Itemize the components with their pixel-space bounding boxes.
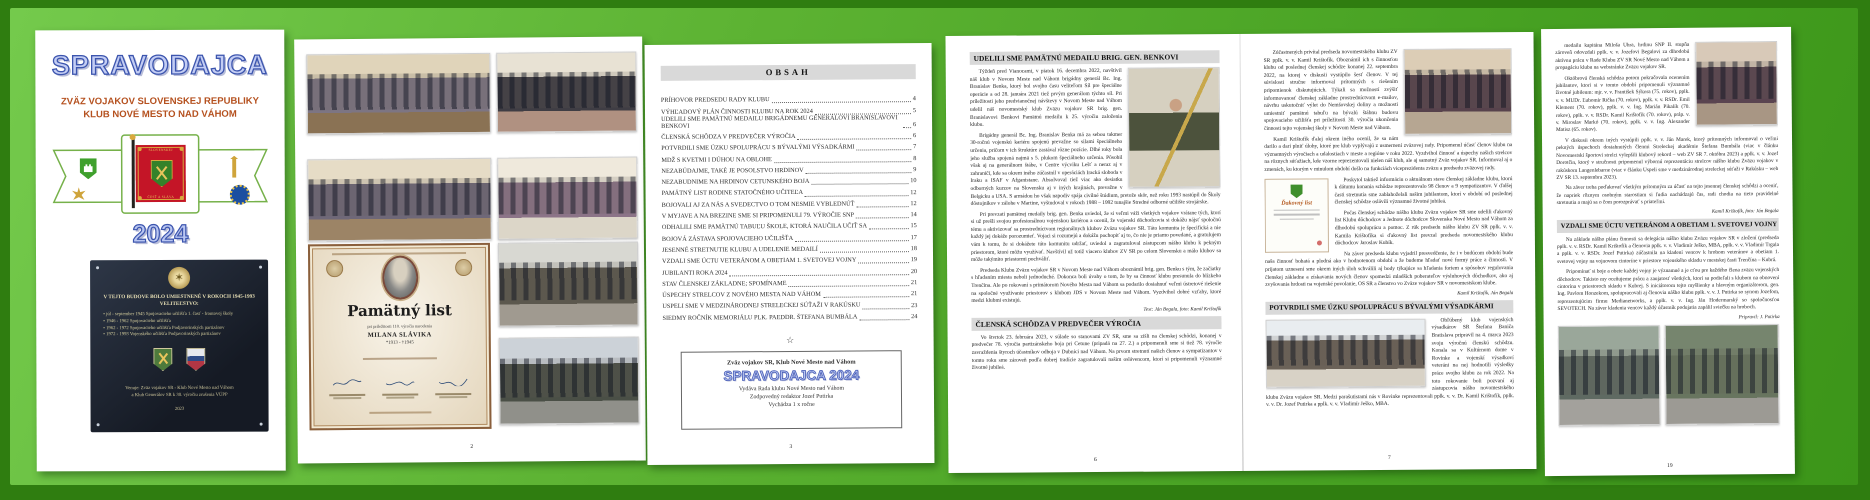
- toc-entry-title: STAV ČLENSKEJ ZÁKLADNE; SPOMÍNAME: [662, 279, 787, 288]
- flag-motto-text: ČESŤ A SLÁVA: [147, 194, 175, 200]
- toc-entry-title: JESENNÉ STRETNUTIE KLUBU A UDELENIE MEDAILÍ: [661, 245, 818, 254]
- headline-schodza: ČLENSKÁ SCHÔDZA V PREDVEČER VÝROČIA: [971, 316, 1221, 331]
- toc-entry: [662, 286, 917, 299]
- toc-leader-dots: [789, 280, 909, 287]
- toc-entry-page: 7: [913, 143, 917, 151]
- toc-entry-page: 9: [913, 166, 917, 174]
- toc-leader-dots: [862, 303, 909, 309]
- club-battle-flag: [136, 145, 186, 202]
- toc-entry: [662, 207, 917, 220]
- plaque-history-line: • 1962 - 1972 Spojovacieho učilišťa Podjavorinských partizánov: [103, 325, 225, 331]
- imprint-box: [681, 350, 903, 430]
- toc-entry-page: 12: [910, 199, 917, 208]
- toc-leader-dots: [859, 314, 909, 320]
- photo-club-meeting: [306, 53, 491, 135]
- photo-three-men-table: [1265, 319, 1425, 388]
- plaque-history-lines: [103, 312, 233, 340]
- flag-finial: [130, 134, 136, 140]
- toc-leader-dots: [858, 258, 908, 264]
- star-icon: ☆: [786, 334, 795, 346]
- article-spread-6-7[interactable]: [945, 32, 1536, 473]
- toc-entry: [661, 150, 916, 163]
- certificate-divider: [363, 357, 437, 360]
- plaque-year: 2023: [174, 406, 185, 412]
- screw-icon: [97, 423, 100, 426]
- toc-leader-dots: [856, 212, 908, 218]
- article-body: [1557, 235, 1780, 314]
- headline-veterani: VZDALI SME ÚCTU VETERÁNOM A OBETIAM 1. SVETOVEJ VOJNY: [1557, 218, 1779, 233]
- toc-entry: [661, 139, 916, 152]
- body-paragraph: Na základe nášho plánu činnosti sa delegácia nášho klubu Zväzu vojakov SR v zložení (predseda pplk. v. v. RSDr. Kamil Krištofík a členovia pplk. v. v. Vladimír Ješko, MBA, pplk. v. v. Vladimír Trgala a pplk. v. v. RSDr. Jozef Putirka) zúčastnila na kladení vencov k hrobom veteránov a obetiam 1. svetovej vojny na vojnovom cintoríne v priestore vojenského skladu v mestskej časti Trenčína – Kubrá.: [1556, 234, 1780, 265]
- toc-entry-title: SIEDMY ROČNÍK MEMORIÁLU PLK. PAEDDR. ŠTEFANA BUMBÁLA: [662, 313, 858, 322]
- seal-icon: [326, 260, 343, 277]
- byline: Text: Ján Begala, foto: Kamil Krištofík: [1143, 306, 1222, 313]
- tricolor-shield-icon: [186, 348, 205, 371]
- plaque-history-line: • 1972 - 1993 Vojenského učilišťa Podjavorinských partizánov: [103, 332, 221, 338]
- toc-entry-title: ODHALILI SME PAMÄTNÚ TABUĽU ŠKOLE, KTORÁ NAUČILA UČIŤ SA: [661, 222, 868, 232]
- photo-congratulation: [307, 158, 492, 242]
- screw-icon: [96, 266, 99, 269]
- certificate-footer-line: [369, 411, 431, 414]
- byline: Pripravil: J. Putirka: [1738, 314, 1780, 320]
- toc-entry: [662, 196, 917, 209]
- toc-entry-title: UDELILI SME PAMÄTNÚ MEDAILU BRIGÁDNEMU GENERÁLOVI BRANISLAVOVI BENKOVI: [661, 113, 898, 130]
- plaque-history-line: • 1946 - 1962 Spojovacieho učilišťa: [103, 318, 171, 324]
- dakovny-list-certificate: [1264, 178, 1329, 252]
- toc-leader-dots: [820, 246, 909, 253]
- photo-crowd-tables: [1404, 48, 1513, 135]
- toc-entry-page: 6: [912, 132, 917, 140]
- certificate-name: MILANA SLÁVIKA: [367, 331, 432, 339]
- toc-entry-title: ČLENSKÁ SCHÔDZA V PREDVEČER VÝROČIA: [661, 132, 796, 141]
- toc-entry-page: 18: [910, 245, 917, 253]
- green-shield-icon: [153, 348, 172, 371]
- toc-entry: [662, 218, 917, 231]
- body-paragraph: Počas členskej schôdze nášho klubu Zväzu vojakov SR sme udelili ďakovný list Klubu dôchodcov a Jednote dôchodcov Slovenska Nové Mesto nad Váhom za dlhodobú spoluprácu a pomoc. Z rúk predsedu nášho klubu ZV SR pplk. v. v. Kamila Krištofíka si ďakovný list prevzal predseda novomestského klubu dôchodcov Jaroslav Kubík.: [1334, 208, 1513, 247]
- body-paragraph: V diskusii okrem iných vystúpili pplk. v. v. Ján Marek, ktorý prítomných informoval o veľmi pekných úspechoch dosiahnutých členmi Streleckej akadémie Štefana Bumbála (viac v článku Novomestskí športoví strelci vylepšili klubový rekord – web ZV SR 7. októbra 2023) a pplk. v. v. Jozef Dorotčin, ktorý v stručnosti pripomenul výbornú reprezentáciu strelcov nášho klubu Zväzu vojakov v rakúskom Langenlebarne (viac v článku Uspeli sme v medzinárodnej streleckej súťaži v Rakúsku – web ZV SR 13. septembra 2023).: [1556, 135, 1779, 181]
- photo-veterans-pair: [1558, 325, 1661, 426]
- toc-entry: [662, 230, 917, 243]
- table-of-contents: [661, 91, 918, 322]
- contents-heading: OBSAH: [661, 64, 916, 81]
- toc-entry-title: VÝHĽADOVÝ PLÁN ČINNOSTI KLUBU NA ROK 2024: [660, 107, 813, 116]
- body-paragraph: Kamil Krištofík ďalej okrem iného ocenil, že sa nám darilo a darí plniť úlohy, ktoré pre klub vyplývajú z usmernení zväzovej rady. Pripomenul účasť členov klubu na významných výročiach a udalostiach v meste a regióne v roku 2022. Vyzdvihol činnosť a úspechy našich strelcov na rôznych súťažiach, kde vzorne reprezentovali nielen náš klub, ale aj samotný Zväz vojakov SR. Informoval aj o zmenách, ku ktorým v minulom období došlo na funkciách viceprezidenta zväzu a predsedu zväzovej rady.: [1264, 135, 1513, 173]
- cover-subtitle-line2: KLUB NOVÉ MESTO NAD VÁHOM: [83, 108, 237, 121]
- castle-icon: [84, 162, 93, 172]
- page-fold: [1239, 34, 1243, 471]
- toc-leader-dots: [903, 122, 911, 128]
- body-paragraph: Predseda Klubu Zväzu vojakov SR v Novom Meste nad Váhom oboznámil brig. gen. Benku s tým, že začiatky s hľadaním miesta neboli jednoduché. Dokonca boli úvahy o tom, že by sa činnosť klubu presunula do blízkeho Trenčína. Ale po rokovaní s primátorom Nového Mesta nad Váhom sa podarilo dosiahnuť veľmi ústretové riešenie na spoločné využívanie priestorov s klubom JDS v Novom Meste nad Váhom. Vyzdvihol dobré vzťahy, ktoré medzi klubmi existujú.: [971, 265, 1222, 305]
- body-paragraph: Na záver predseda klubu vyjadril presvedčenie, že i v budúcom období bude naša činnosť bohatá a plodná ako v hodnotenom období a že budeme hľadať nové formy práce a činnosti. V prijatom uznesení sme okrem iných úloh schválili aj body týkajúce sa hľadania foriem a spôsobov regulovania členskej základne a získavania nových členov spomedzi mladších poberateľov výsluhových dôchodkov, ako aj zvyšovania hrdosti na vojenské povolanie, OS SR a členstvo vo Zväze vojakov SR v novomestskom klube.: [1265, 249, 1514, 289]
- toc-entry: [661, 114, 916, 130]
- toc-entry-title: V MYJAVE A NA BREZINE SME SI PRIPOMENULI 79. VÝROČIE SNP: [661, 211, 855, 220]
- toc-leader-dots: [798, 133, 912, 140]
- page-number: 2: [470, 443, 474, 451]
- eu-stars-icon: [230, 185, 250, 205]
- signature-block: [378, 373, 422, 398]
- page-number: 6: [1094, 457, 1097, 464]
- plaque-shields: [90, 348, 268, 372]
- imprint-line4: Vychádza 1 x ročne: [768, 401, 815, 408]
- toc-leader-dots: [823, 291, 909, 298]
- toc-entry-page: 19: [910, 256, 918, 264]
- page-19-content: [1555, 41, 1781, 461]
- toc-entry-page: 8: [913, 154, 917, 162]
- memorial-plaque: [90, 260, 269, 433]
- toc-entry: [661, 162, 916, 175]
- photo-collage-page[interactable]: [294, 36, 646, 463]
- toc-entry-page: 17: [910, 233, 917, 241]
- article-page-19[interactable]: [1541, 27, 1795, 476]
- certificate-title: Pamätný list: [347, 301, 452, 321]
- plaque-title-line1: V TEJTO BUDOVE BOLO UMIESTNENÉ V ROKOCH 1945-1993: [103, 293, 255, 301]
- plaque-dedication-line1: Venuje: Zväz vojakov SR - Klub Nové Mesto nad Váhom: [125, 385, 234, 392]
- flag-pole: [132, 138, 135, 208]
- toc-entry-title: MDŽ S KVETMI I DÚHOU NA OBLOHE: [661, 155, 772, 164]
- cover-subtitle-line1: ZVÄZ VOJAKOV SLOVENSKEJ REPUBLIKY: [60, 95, 259, 108]
- toc-leader-dots: [795, 235, 909, 242]
- certificate-text-line: [1274, 213, 1320, 215]
- screw-icon: [260, 423, 263, 426]
- toc-entry-page: 14: [910, 211, 917, 219]
- toc-entry-title: USPELI SME V MEDZINÁRODNEJ STRELECKEJ SÚŤAŽI V RAKÚSKU: [662, 301, 861, 311]
- toc-leader-dots: [811, 178, 908, 185]
- toc-entry: [662, 241, 917, 254]
- certificate-text-line: [1274, 209, 1320, 211]
- certificate-dates: *1913 - †1945: [385, 340, 414, 346]
- toc-entry: [662, 252, 917, 265]
- seal-icon: [455, 259, 472, 276]
- signatures-row: [325, 373, 475, 399]
- toc-entry-page: 5: [912, 106, 917, 114]
- toc-entry-title: VZDALI SME ÚCTU VETERÁNOM A OBETIAM 1. SVETOVEJ VOJNY: [662, 256, 857, 266]
- contents-page[interactable]: [645, 43, 935, 465]
- toc-leader-dots: [806, 167, 912, 174]
- certificate-subtitle: pri príležitosti 110. výročia narodenia: [367, 323, 432, 329]
- body-paragraph: Obľúbený klub vojenských výsadkárov SR Štefana Baniča Bratislava pripravil na 4. marca 2023 svoju výročnú členskú schôdzu. Konala sa v Kultúrnom dome v Rovinke a vojenskí výsadkoví veteráni na nej hodnotili výsledky práce svojho klubu za rok 2022. Na toto rokovanie boli pozvaní aj zástupcovia nášho novomestského klubu Zväzu vojakov SR. Medzi parašutistami nás v Rovinke reprezentovali pplk. v. v. Dr. Kamil Krištofík, pplk. v. v. Dr. Jozef Putirka a pplk. v. v. Vladimír Ješko, MBA.: [1265, 316, 1515, 409]
- toc-leader-dots: [772, 96, 911, 103]
- photo-row: [1558, 324, 1781, 426]
- body-paragraph: Pri prevzatí pamätnej medaily brig. gen. Benka uviedol, že si veľmi váži všetkých vojakov vrátane tých, ktorí si už prešli svojou profesionálnou vojenskou kariérou a ocenil, že vojenskí dôchodcovia si dokážu nájsť spoločnú tému a aktivizovať sa prostredníctvom regionálnych klubov Zväzu vojakov SR. Táto komunita je špecifická a nie každý jej dokáže porozumieť. Vojaci si rozumejú a dokážu pochopiť aj to, čo nie je priamo povedané, a gratulujem vám k tomu, že si dokážete túto komunitu udržať, uviedol a zagratuloval zástupcom nášho klubu k pekným priestorom, ktoré môžu využívať. Navštívil už totiž viacero klubov ZV SR po celom Slovensku a málo klubov sa môže takýmito priestormi pochváliť.: [970, 209, 1222, 264]
- toc-entry-title: PRÍHOVOR PREDSEDU RADY KLUBU: [660, 96, 770, 105]
- toc-entry: [662, 263, 917, 276]
- toc-entry: [661, 173, 916, 186]
- toc-entry-title: BOJOVÁ ZÁSTAVA SPOJOVACIEHO UČILIŠŤA: [661, 234, 794, 243]
- military-emblem-icon: ✶: [168, 267, 190, 289]
- flag-top-text: SLOVENSKEJ: [148, 147, 173, 153]
- toc-leader-dots: [805, 190, 908, 197]
- photo-audience-members: [497, 157, 638, 240]
- photo-flower-presentation: [496, 52, 637, 133]
- byline: Kamil Krištofík, foto: Ján Begala: [1711, 208, 1779, 215]
- toc-entry-title: JUBILANTI ROKA 2024: [662, 268, 728, 277]
- toc-leader-dots: [869, 224, 908, 230]
- toc-entry-page: 4: [912, 95, 916, 103]
- toc-entry-page: 12: [910, 188, 917, 196]
- article-page-7: [1264, 48, 1515, 448]
- plaque-title-line2: VELITEĽSTVO:: [159, 300, 199, 307]
- club-shield-icon: [1291, 184, 1303, 198]
- body-paragraph: Na záver treba poďakovať všetkým prítomným za účasť na tejto jesennej členskej schôdzi a oceniť, že napriek rôznym osobným starostiam si ľudia nachádzajú čas, radi chodia na tieto pravidelné stretnutia a majú sa o čom porozprávať s priateľmi.: [1556, 183, 1779, 207]
- toc-entry-title: ÚSPECHY STRELCOV Z NOVÉHO MESTA NAD VÁHOM: [662, 290, 821, 300]
- body-paragraph: Októbrová členská schôdza potom pokračovala ocenením jubilantov, ktorí si v tomto období pripomenuli významné životné jubileum: mjr. v. v. František Sýkora (75. rokov), pplk. v. v. MUDr. Ľubomír Rička (70. rokov), pplk. v. v. RSDr. Emil Klement (70. rokov), pplk. v. v. Ing. Marián Pikalík (70. rokov), pplk. v. v. RSDr. Kamil Krištofík (70. rokov), práp. v. v. Miroslav Markó (70. rokov), pplk. v. v. Ing. Alexander Matisz (65. rokov).: [1555, 74, 1690, 134]
- page-number: 7: [1388, 454, 1391, 461]
- plaque-title: [90, 294, 268, 308]
- body-paragraph: Brigádny generál Bc. Ing. Branislav Benka má za sebou takmer 30-ročnú vojenskú kariéru spojenú prevažne so silami špeciálneho určenia, pričom v ich štruktúre zastával rôzne pozície. Dlhé roky bola jeho služba spojená najmä s 5. plukom špeciálneho určenia. Pôsobil však aj na generálnom štábe, v Centre výcviku Lešť a neraz aj v zahraničí, kde sa okrem iného zúčastnil v operáciách Iracká sloboda v Iraku a ISAF v Afganistane. Absolvoval tiež viac ako desiatku odborných kurzov na Slovensku aj v iných krajinách, prevažne v Belgicku a USA. S armádou ho však napodiv spája civilné štúdium, pretože skôr, než roku 1993 nastúpil do Školy dôstojníkov v zálohe v Martine, vyštudoval v rokoch 1988 – 1992 tunajšie Stredné odborné učilište strojárske.: [970, 131, 1221, 207]
- imprint-details: [682, 385, 901, 410]
- toc-leader-dots: [774, 156, 911, 163]
- toc-entry-page: 20: [910, 267, 918, 275]
- flag-shield-icon: [151, 160, 173, 187]
- toc-entry-page: 21: [910, 290, 918, 298]
- toc-entry-page: 23: [911, 301, 918, 309]
- imprint-title: SPRAVODAJCA 2024: [723, 367, 860, 384]
- toc-leader-dots: [856, 145, 911, 151]
- toc-entry: [662, 297, 917, 310]
- byline: Kamil Krištofík, Ján Begala: [1457, 290, 1514, 297]
- toc-entry-title: NEZABÚDAJME, TAKÉ JE POSOLSTVO HRDINOV: [661, 166, 804, 175]
- body-paragraph: Vo štvrtok 23. februára 2023, v súlade so stanovami ZV SR, sme sa zišli na členskej schôdzi, konanej v predvečer 78. výročia partizánskeho boja pri Cetune (pripadá na 27. 2.) a pripomenuli sme si tiež 78. výročie zavraždenia štyroch účastníkov odboja v Dubnici nad Váhom. Na prvom stretnutí našich členov a sympatizantov v tomto roku sme zároveň podľa dobrej tradície zagratulovali našim oslávencom, ktorí si pripomenuli významné životné jubileá.: [971, 332, 1222, 372]
- plaque-dedication: [90, 386, 268, 400]
- toc-entry: [662, 184, 917, 197]
- body-paragraph: medailu kapitána Miloša Uhra, hrdinu SNP II. stupňa zároveň odovzdali pplk. v. v. Jozefovi Begalovi za dlhodobú aktívnu prácu v Rade Klubu ZV SR Nové Mesto nad Váhom a propagáciu klubu na webstránke Zväzu vojakov SR.: [1555, 41, 1690, 72]
- cover-year: 2024: [132, 219, 189, 249]
- emblem-ribbon: [50, 130, 271, 219]
- headline-vysadkari: POTVRDILI SME ÚZKU SPOLUPRÁCU S BÝVALÝMI VÝSADKÁRMI: [1265, 300, 1513, 315]
- pamatny-list-certificate: [308, 243, 492, 431]
- toc-entry-page: 15: [910, 222, 917, 230]
- toc-entry: [661, 91, 916, 104]
- toc-entry-title: NEZABUDNIME NA HRDINOV CETUNSKÉHO BOJA: [661, 178, 810, 187]
- page-number: 19: [1667, 462, 1673, 470]
- toc-entry-title: POTVRDILI SME ÚZKU SPOLUPRÁCU S BÝVALÝMI VÝSADKÁRMI: [661, 143, 855, 153]
- toc-leader-dots: [856, 201, 908, 207]
- photo-general-benka: [1128, 67, 1221, 188]
- photo-wreath-ceremony: [499, 337, 640, 425]
- signature-block: [431, 373, 475, 398]
- toc-entry-title: PAMÄTNÝ LIST RODINE STATOČNÉHO UČITEĽA: [661, 189, 804, 198]
- screw-icon: [259, 266, 262, 269]
- toc-entry: [661, 128, 916, 141]
- photo-veterans-trio: [1665, 324, 1780, 425]
- headline-benko: UDELILI SME PAMÄTNÚ MEDAILU BRIG. GEN. BENKOVI: [970, 50, 1220, 65]
- plaque-dedication-line2: a Klub Generálov SR k 30. výročiu zrušenia VÚPP: [131, 392, 228, 398]
- signature-block: [325, 374, 369, 399]
- dakovny-list-title: Ďakovný list: [1281, 200, 1313, 207]
- toc-entry-page: 24: [911, 312, 918, 320]
- page-number: 3: [789, 443, 793, 451]
- certificate-text-line: [1280, 218, 1314, 220]
- imprint-publisher: Zväz vojakov SR, Klub Nové Mesto nad Váhom: [726, 358, 856, 367]
- photo-autumn-meeting: [1695, 41, 1778, 126]
- toc-entry: [662, 309, 917, 322]
- toc-entry-title: BOJOVALI AJ ZA NÁS A SVEDECTVO O TOM NESMIE VYBLEDNÚŤ: [661, 200, 855, 209]
- plaque-history-line: • júl - september 1945 Spojovacieho učilišťa 1. časť - frontovej školy: [103, 311, 234, 318]
- newsletter-title: SPRAVODAJCA: [51, 49, 268, 81]
- body-paragraph: Týždeň pred Vianocami, v piatok 16. decembra 2022, navštívil náš klub v Novom Meste nad Váhom brigádny generál Bc. Ing. Branislav Benka, ktorý bol svojho času veliteľom Síl pre špeciálne operácie a od 28. januára 2021 tiež prvým generálom týchto síl. Pri príležitosti jeho predvianočnej návštevy v Novom Meste nad Váhom udelil náš novomestský klub Zväzu vojakov SR brig. gen. Branislavovi Benkovi Pamätnú medailu k 25. výročiu založenia klubu.: [969, 67, 1123, 129]
- article-page-6: [970, 50, 1223, 450]
- toc-entry-page: 10: [910, 177, 917, 185]
- body-paragraph: Poskytol taktiež informáciu o aktuálnom stave členskej základne klubu, ktorú k dátumu konania schôdze reprezentovalo 98 členov a 9 sympatizantov. V ďalšej časti stretnutia sme zablahoželali našim jubilantom, ktorí v období od poslednej členskej schôdze oslávili významné životné jubileá.: [1334, 175, 1513, 206]
- body-paragraph: Zúčastnených privítal predseda novomestského klubu ZV SR pplk. v. v. Kamil Krištofík. Oboznámil ich s činnosťou klubu od poslednej členskej schôdze konanej 22. septembra 2022, na ktorej v diskusii vystúpilo šesť členov. V tej súvislosti stručne informoval prítomných s riešením pripomienok diskutujúcich. Týkali sa možností zvýšiť informovanosť členskej základne prostredníctvom e-mailov, návrhu uskutočniť výlet do Nemšovskej doliny a možnosti umiestniť pamätnú tabuľu na bývalú štábnu budovu spojovacieho učilišťa pri príležitosti 30. výročia ukončenia činnosti tejto vojenskej školy v Novom Meste nad Váhom.: [1263, 48, 1399, 132]
- toc-entry-page: 6: [912, 120, 917, 128]
- toc-leader-dots: [730, 269, 909, 276]
- cover-page[interactable]: [35, 30, 286, 472]
- imprint-line2: Vydáva Rada klubu Nové Mesto nad Váhom: [738, 385, 845, 393]
- toc-entry-page: 21: [910, 279, 918, 287]
- stamp-icon: [1317, 240, 1322, 245]
- portrait-photo: [382, 255, 418, 299]
- photo-outdoor-gathering: [498, 242, 639, 327]
- body-paragraph: Pripomínať si boje a obete každej vojny je významné a je cťou pre každého člena zväzu vojenských dôchodcov. Takisto my oceňujeme prácu a zaujatosť všetkých, ktorí sa podieľali s klubom na obnovení cintorína v priestoroch skladu v Kubrej. S iniciátorom tejto myšlienky a hlavným organizátorom, gen. Ing. Pavlom Honzekom, spolupracovali aj členovia nášho klubu pplk. v. v. J. Putirka so synom Jozefom, reprezentujúcim firmu Medianetworks, a pplk. v. v. Ing. Ján Hodermarský so spoločnosťou SEVOTECH. Na záver kladenia vencov každý účastník podujatia zapálil sviečku na hroboch.: [1557, 267, 1780, 313]
- imprint-line3: Zodpovedný redaktor Jozef Putirka: [749, 393, 834, 401]
- toc-entry: [662, 275, 917, 288]
